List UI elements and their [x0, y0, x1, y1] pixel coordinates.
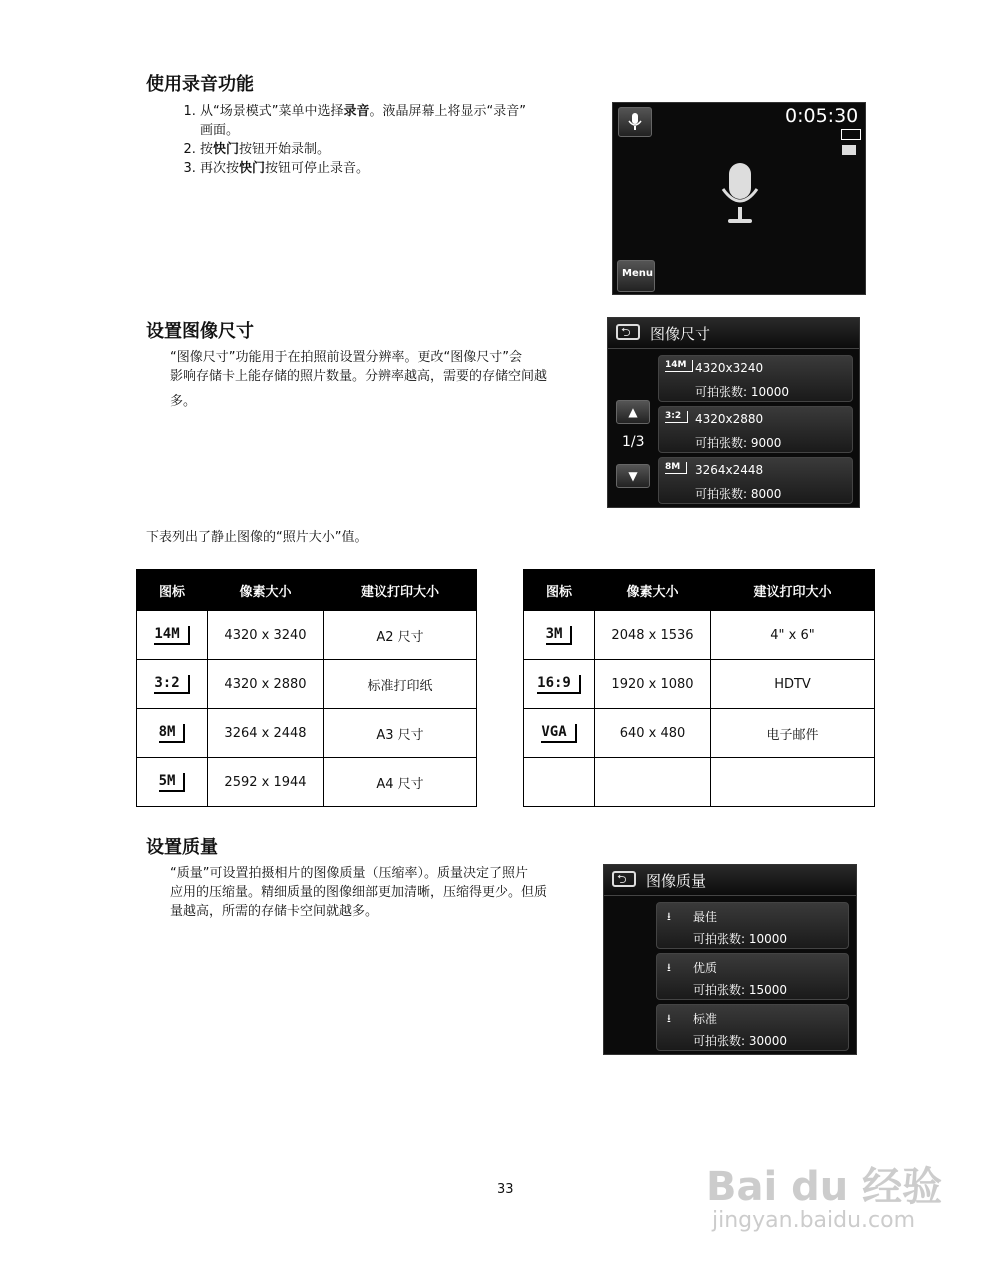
table-header: 像素大小 [595, 570, 711, 611]
section-title-recording: 使用录音功能 [146, 74, 254, 95]
back-icon[interactable] [612, 871, 636, 887]
size-16-9-icon: 16:9 [537, 675, 581, 694]
size-option[interactable] [658, 355, 853, 402]
table-row [137, 709, 477, 758]
size-option-resolution: 4320x2880 [695, 412, 764, 426]
size-14m-icon: 14M [154, 626, 189, 645]
down-arrow-button[interactable]: ▼ [616, 464, 650, 488]
table-row [137, 611, 477, 660]
table-row [524, 709, 875, 758]
image-quality-header [604, 865, 856, 896]
size-option-icon: 8M [665, 462, 687, 474]
quality-fine-icon: ⭳ [667, 961, 671, 974]
image-size-screen [607, 317, 860, 508]
image-size-description: “图像尺寸”功能用于在拍照前设置分辨率。更改“图像尺寸”会 影响存储卡上能存储的照片数量。分辨率越高，需要的存储空间越 多。 [170, 350, 548, 409]
size-vga-icon: VGA [541, 724, 576, 743]
image-size-screen-title: 图像尺寸 [650, 325, 711, 343]
table-row [137, 660, 477, 709]
print-size: 4" x 6" [711, 611, 875, 660]
step-1: 1. 从“场景模式”菜单中选择录音。液晶屏幕上将显示“录音” 画面。 [200, 102, 602, 140]
print-size: A4 尺寸 [324, 758, 477, 807]
page-number: 33 [497, 1182, 514, 1197]
step-2: 2. 按快门按钮开始录制。 [200, 140, 602, 159]
table-row [524, 611, 875, 660]
pixel-size: 2592 x 1944 [208, 758, 324, 807]
up-arrow-button[interactable]: ▲ [616, 400, 650, 424]
quality-description: “质量”可设置拍摄相片的图像质量（压缩率）。质量决定了照片 应用的压缩量。精细质量的图像细部更加清晰，压缩得更少。但质 量越高，所需的存储卡空间就越多。 [170, 866, 548, 919]
step-3: 3. 再次按快门按钮可停止录音。 [200, 159, 602, 178]
table-header: 图标 [137, 570, 208, 611]
section-title-quality: 设置质量 [146, 837, 218, 858]
size-3-2-icon: 3:2 [154, 675, 189, 694]
pixel-size: 4320 x 3240 [208, 611, 324, 660]
image-quality-screen [603, 864, 857, 1055]
size-option-count: 可拍张数: 9000 [695, 436, 782, 450]
table-header: 图标 [524, 570, 595, 611]
table-row [137, 758, 477, 807]
quality-best-icon: ⭳ [667, 910, 671, 923]
mic-mode-icon [618, 107, 652, 137]
size-option[interactable] [658, 406, 853, 453]
table-row [524, 758, 875, 807]
size-option-icon: 14M [665, 360, 693, 372]
table-row [524, 660, 875, 709]
photo-size-table-left [136, 569, 477, 807]
print-size: A2 尺寸 [324, 611, 477, 660]
page-indicator: 1/3 [622, 434, 645, 450]
photo-size-table-right [523, 569, 875, 807]
size-option[interactable] [658, 457, 853, 504]
section-title-image-size: 设置图像尺寸 [146, 321, 254, 342]
size-3m-icon: 3M [546, 626, 573, 645]
table-header: 像素大小 [208, 570, 324, 611]
quality-normal-icon: ⭳ [667, 1012, 671, 1025]
empty-cell [524, 758, 595, 807]
record-time: 0:05:30 [785, 105, 859, 127]
quality-option-count: 可拍张数: 15000 [693, 983, 788, 997]
quality-option-name: 优质 [693, 961, 718, 975]
table-header: 建议打印大小 [324, 570, 477, 611]
recording-steps [182, 102, 602, 178]
quality-option-count: 可拍张数: 10000 [693, 932, 788, 946]
empty-cell [595, 758, 711, 807]
card-icon [842, 145, 856, 155]
back-icon[interactable] [616, 324, 640, 340]
quality-option[interactable] [656, 953, 849, 1000]
size-option-resolution: 4320x3240 [695, 361, 764, 375]
quality-option[interactable] [656, 902, 849, 949]
pixel-size: 2048 x 1536 [595, 611, 711, 660]
print-size: A3 尺寸 [324, 709, 477, 758]
battery-icon [841, 129, 861, 140]
size-option-icon: 3:2 [665, 411, 688, 423]
print-size: 电子邮件 [711, 709, 875, 758]
image-size-header [608, 318, 859, 349]
pixel-size: 640 x 480 [595, 709, 711, 758]
recording-screen [612, 102, 866, 295]
pixel-size: 1920 x 1080 [595, 660, 711, 709]
watermark-logo: Bai du 经验 [706, 1164, 943, 1210]
size-8m-icon: 8M [159, 724, 186, 743]
watermark-url: jingyan.baidu.com [712, 1208, 916, 1233]
pixel-size: 3264 x 2448 [208, 709, 324, 758]
size-5m-icon: 5M [159, 773, 186, 792]
microphone-icon [715, 161, 765, 235]
size-option-resolution: 3264x2448 [695, 463, 764, 477]
print-size: 标准打印纸 [324, 660, 477, 709]
menu-button[interactable]: Menu [617, 260, 655, 292]
quality-option[interactable] [656, 1004, 849, 1051]
empty-cell [711, 758, 875, 807]
size-option-count: 可拍张数: 8000 [695, 487, 782, 501]
table-intro: 下表列出了静止图像的“照片大小”值。 [146, 530, 368, 545]
quality-option-name: 最佳 [693, 910, 718, 924]
quality-option-count: 可拍张数: 30000 [693, 1034, 788, 1048]
table-header: 建议打印大小 [711, 570, 875, 611]
size-option-count: 可拍张数: 10000 [695, 385, 790, 399]
quality-option-name: 标准 [693, 1012, 718, 1026]
pixel-size: 4320 x 2880 [208, 660, 324, 709]
image-quality-screen-title: 图像质量 [646, 872, 707, 890]
print-size: HDTV [711, 660, 875, 709]
